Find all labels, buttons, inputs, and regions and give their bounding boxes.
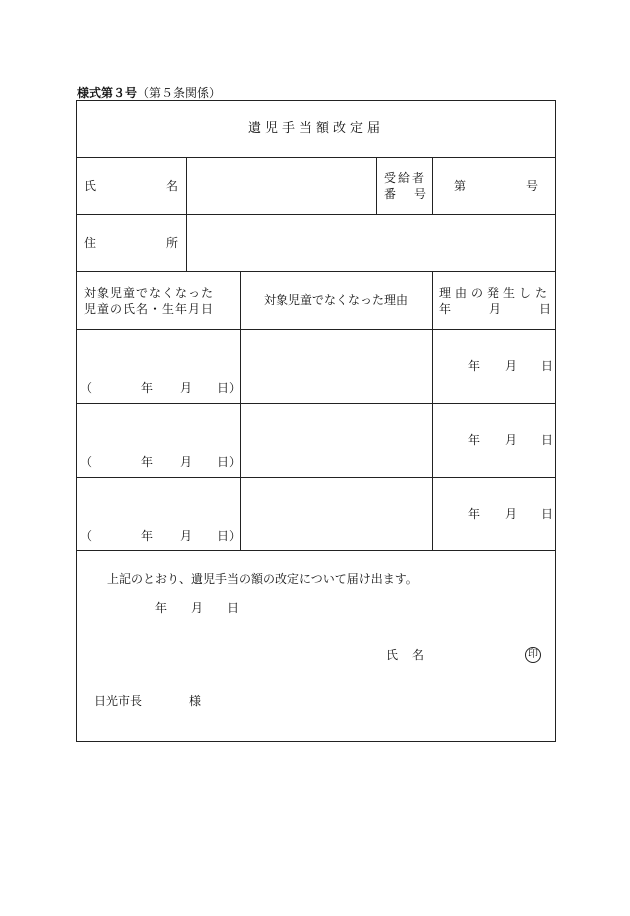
seal-mark: 印: [525, 647, 541, 663]
col3-header: [439, 285, 551, 317]
event-month: 月: [505, 359, 518, 373]
form-frame: [76, 100, 556, 742]
col3-header-line2: [439, 301, 551, 317]
divider: [76, 271, 556, 272]
event-month: 月: [505, 507, 518, 521]
col1-header-line2: 児童の氏名・生年月日: [84, 302, 215, 316]
divider: [76, 477, 556, 478]
event-day: 日: [541, 433, 554, 447]
divider: [240, 271, 241, 550]
event-year: 年: [468, 507, 481, 521]
divider: [76, 403, 556, 404]
birth-open: （: [80, 381, 93, 395]
event-day: 日: [541, 507, 554, 521]
recipient-label-line2: 番号: [384, 187, 445, 201]
form-number-label: [77, 84, 221, 101]
divider: [76, 214, 556, 215]
birth-year: 年: [141, 381, 154, 395]
event-year: 年: [468, 433, 481, 447]
form-number: 様式第３号: [77, 86, 138, 100]
recipient-label-line1: 受給者: [384, 171, 427, 185]
birth-day: 日）: [217, 381, 242, 395]
form-relation: （第５条関係）: [137, 86, 222, 100]
name-label-text: 氏名: [84, 179, 249, 193]
birth-day: 日）: [217, 455, 242, 469]
address-label: 住所: [84, 236, 249, 250]
divider: [376, 157, 377, 214]
col1-header: [84, 285, 236, 317]
col3-header-day: 日: [538, 302, 551, 316]
col3-header-month: 月: [488, 302, 501, 316]
divider: [76, 550, 556, 551]
divider: [76, 157, 556, 158]
number-prefix: 第: [454, 179, 467, 193]
birth-open: （: [80, 529, 93, 543]
col1-header-line1: 対象児童でなくなった: [84, 286, 215, 300]
birth-month: 月: [180, 529, 193, 543]
divider: [186, 157, 187, 271]
declaration-day: 日: [227, 601, 240, 615]
col3-header-line1: 理由の発生した: [439, 286, 552, 300]
declaration-statement: 上記のとおり、遺児手当の額の改定について届け出ます。: [107, 572, 418, 586]
birth-year: 年: [141, 529, 154, 543]
form-title: 遺児手当額改定届: [247, 121, 384, 136]
birth-open: （: [80, 455, 93, 469]
divider: [76, 329, 556, 330]
birth-day: 日）: [217, 529, 242, 543]
divider: [432, 271, 433, 550]
declaration-year: 年: [155, 601, 168, 615]
event-year: 年: [468, 359, 481, 373]
signer-label: 氏名: [386, 648, 439, 662]
name-label: [84, 178, 249, 194]
event-day: 日: [541, 359, 554, 373]
number-suffix: 号: [526, 179, 539, 193]
birth-month: 月: [180, 455, 193, 469]
honorific: 様: [189, 694, 202, 708]
birth-month: 月: [180, 381, 193, 395]
recipient-number-label: [384, 170, 445, 202]
col3-header-year: 年: [439, 302, 452, 316]
col2-header: 対象児童でなくなった理由: [263, 293, 408, 307]
addressee: 日光市長: [94, 694, 143, 708]
declaration-month: 月: [191, 601, 204, 615]
divider: [432, 157, 433, 214]
birth-year: 年: [141, 455, 154, 469]
event-month: 月: [505, 433, 518, 447]
